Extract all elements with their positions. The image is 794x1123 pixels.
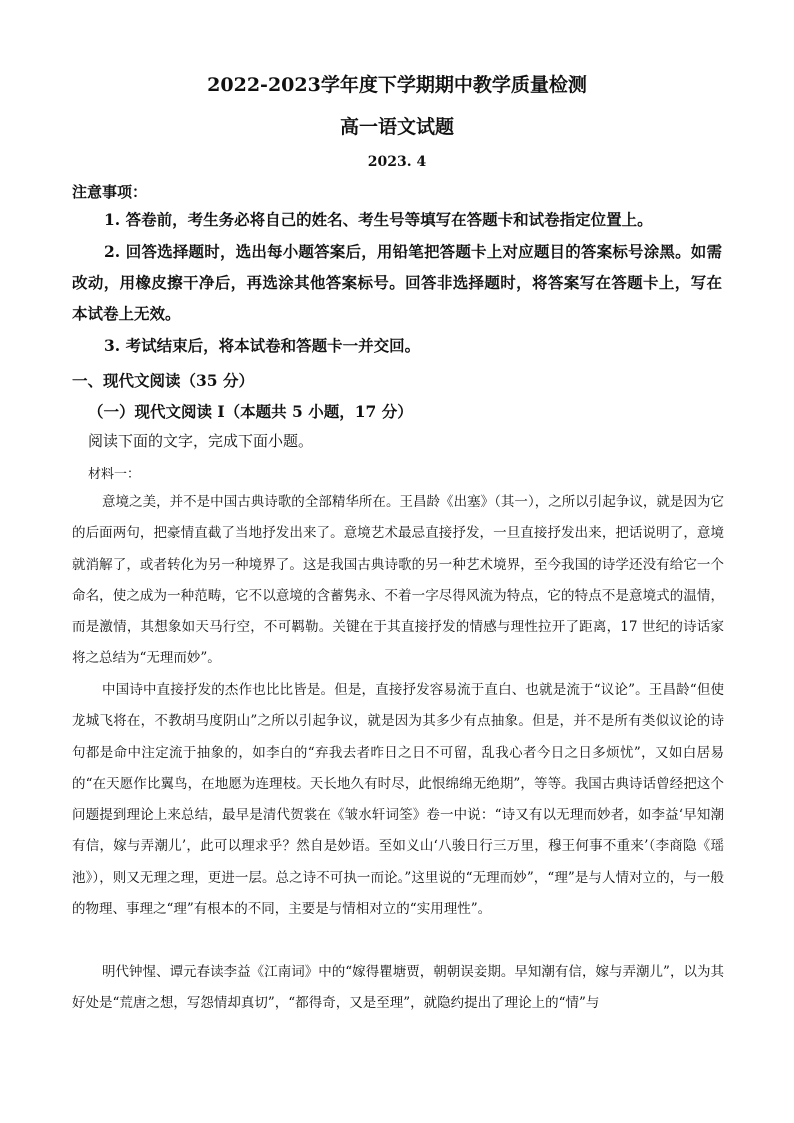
notice-item-1: 1. 答卷前，考生务必将自己的姓名、考生号等填写在答题卡和试卷指定位置上。 xyxy=(104,210,653,229)
notice-heading: 注意事项： xyxy=(72,183,148,201)
section-subtitle: （一）现代文阅读 I（本题共 5 小题，17 分） xyxy=(88,402,413,421)
reading-instruction: 阅读下面的文字，完成下面小题。 xyxy=(88,432,314,450)
notice-item-2: 2. 回答选择题时，选出每小题答案后，用铅笔把答题卡上对应题目的答案标号涂黑。如需改动，用橡皮擦干净后，再选涂其他答案标号。回答非选择题时，将答案写在答题卡上，写在本试卷上无效。 xyxy=(72,242,722,323)
passage-paragraph-1: 意境之美，并不是中国古典诗歌的全部精华所在。王昌龄《出塞》（其一），之所以引起争议，就是因为它的后面两句，把豪情直截了当地抒发出来了。意境艺术最忌直接抒发，一旦直接抒发出来，把话说明了，意境就消解了，或者转化为另一种境界了。这是我国古典诗歌的另一种艺术境界，至今我国的诗学还没有给它一个命名，使之成为一种范畴，它不以意境的含蓄隽永、不着一字尽得风流为特点，它的特点不是意境式的温情，而是激情，其想象如天马行空，不可羁勒。关键在于其直接抒发的情感与理性拉开了距离，17 世纪的诗话家将之总结为“无理而妙”。 xyxy=(72,494,724,667)
exam-subtitle: 高一语文试题 xyxy=(339,116,454,138)
section-title: 一、现代文阅读（35 分） xyxy=(72,371,254,390)
passage-paragraph-2: 中国诗中直接抒发的杰作也比比皆是。但是，直接抒发容易流于直白、也就是流于“议论”。王昌龄“但使龙城飞将在，不教胡马度阴山”之所以引起争议，就是因为其多少有点抽象。但是，并不是所有类似议论的诗句都是命中注定流于抽象的，如李白的“弃我去者昨日之日不可留，乱我心者今日之日多烦忧”，又如白居易的“在天愿作比翼鸟，在地愿为连理枝。天长地久有时尽，此恨绵绵无绝期”，等等。我国古典诗话曾经把这个问题提到理论上来总结，最早是清代贺裳在《皱水轩词筌》卷一中说：“诗又有以无理而妙者，如李益‘早知潮有信，嫁与弄潮儿’，此可以理求乎？然自是妙语。至如义山‘八骏日行三万里，穆王何事不重来’（李商隐《瑶池》），则又无理之理，更进一层。总之诗不可执一而论。”这里说的“无理而妙”，“理”是与人情对立的，与一般的物理、事理之“理”有根本的不同，主要是与情相对立的“实用理性”。 xyxy=(72,682,724,918)
notice-item-3: 3. 考试结束后，将本试卷和答题卡一并交回。 xyxy=(104,336,421,355)
exam-date: 2023. 4 xyxy=(367,154,427,170)
material-label: 材料一： xyxy=(88,467,141,482)
exam-title: 2022-2023学年度下学期期中教学质量检测 xyxy=(207,74,587,96)
passage-paragraph-3: 明代钟惺、谭元春读李益《江南词》中的“嫁得瞿塘贾，朝朝误妾期。早知潮有信，嫁与弄潮儿”，以为其好处是“荒唐之想，写怨情却真切”，“都得奇，又是至理”，就隐约提出了理论上的“情”与 xyxy=(72,964,724,1012)
